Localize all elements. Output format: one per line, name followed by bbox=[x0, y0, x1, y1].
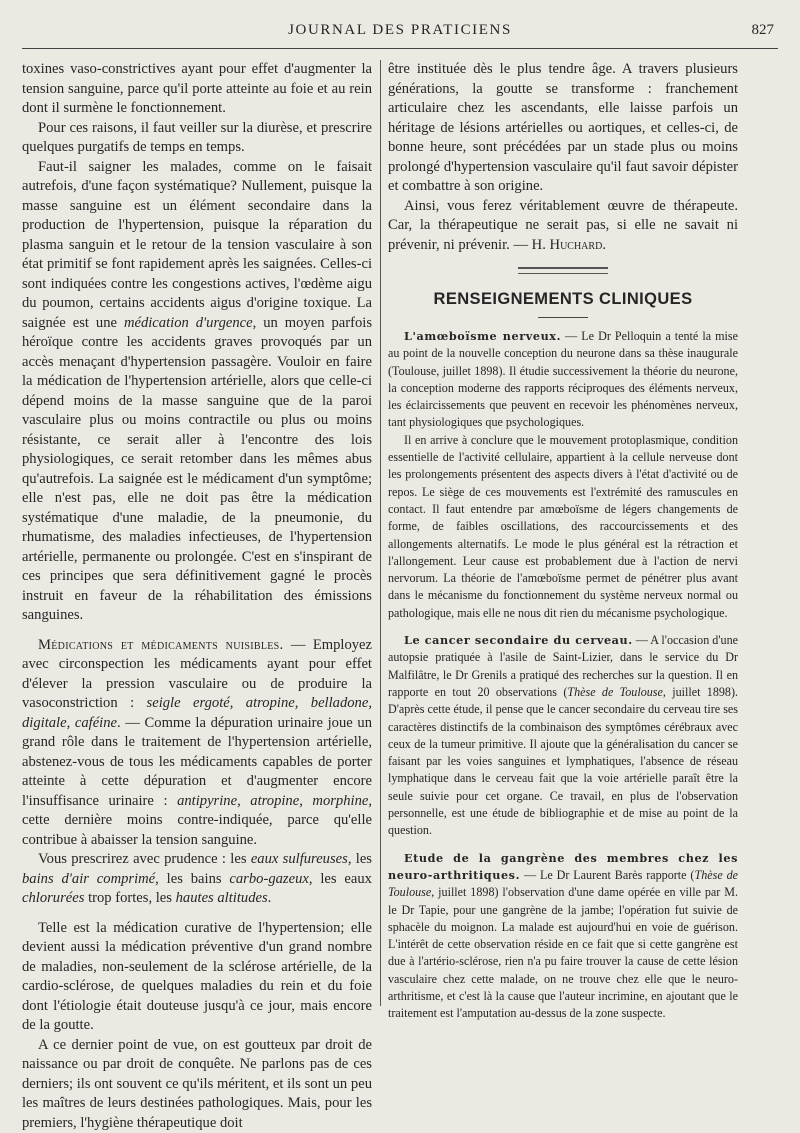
note-title: Le cancer secondaire du cerveau. bbox=[404, 633, 633, 647]
author-signature: Huchard bbox=[550, 237, 603, 253]
emphasis: antipyrine, atropine, morphine bbox=[177, 793, 368, 809]
paragraph: Il en arrive à conclure que le mouvement protoplasmique, condition essentielle de l'activité cellulaire, appartient à la cellule nerveuse dont les prolongements présentent des aspects divers à l'état d'activité ou de repos. Le siège de ces mouvements est l'extrémité des ramuscules en contact. Il faut entendre par amœboïsme de légers changements de forme, de faibles oscillations, des raccourcissements et des allongements alternatifs. Le mode le plus général est la rétraction et l'allongement. Leur cause est probablement due à l'action de nervi nervorum. La théorie de l'amœboïsme permet de pénétrer plus avant dans le mécanisme du fonctionnement du système nerveux normal ou pathologique, mais elle ne nous dit rien du mécanisme psychologique. bbox=[388, 432, 738, 622]
right-column bbox=[388, 60, 738, 1023]
paragraph: toxines vaso-constrictives ayant pour effet d'augmenter la tension sanguine, parce qu'il porte atteinte au foie et au rein dont il surmène le fonctionnement. bbox=[22, 60, 372, 119]
clinical-notes bbox=[388, 328, 738, 1023]
note-amoeboisme: L'amœboïsme nerveux. — Le Dr Pelloquin a tenté la mise au point de la nouvelle conception du neurone dans sa thèse inaugurale (Toulouse, juillet 1898). Il étudie successivement la théorie du neurone, la conception moderne des rapports réciproques des éléments nerveux, les éclaircissements que peuvent en recevoir les phénomènes nerveux, tant physiologiques que psychologiques. bbox=[388, 328, 738, 432]
emphasis: seigle ergoté, atropine, belladone, digitale, caféine bbox=[22, 695, 372, 731]
paragraph: A ce dernier point de vue, on est goutteux par droit de naissance ou par droit de conquête. Ne parlons pas de ces derniers; ils ont souvent ce qu'ils méritent, et ils sont un peu les maîtres de leurs destinées pathologiques. Mais, pour les premiers, l'hygiène thérapeutique doit bbox=[22, 1036, 372, 1133]
page-header bbox=[22, 18, 778, 49]
title-underline bbox=[538, 317, 588, 318]
note-gangrene: Etude de la gangrène des membres chez les neuro-arthritiques. — Le Dr Laurent Barès rapporte (Thèse de Toulouse, juillet 1898) l'observation d'une dame opérée en ville par M. le Dr Tapie, pour une gangrène de la jambe; l'opération fut suivie de sphacèle du moignon. La malade est aujourd'hui en voie de guérison. L'intérêt de cette observation réside en ce fait que si cette gangrène est due à l'artério-sclérose, rien n'a pu faire trouver la cause de cette lésion vasculaire chez cette malade, on ne trouve chez elle que le neuro-arthritisme, et c'est là la cause que l'auteur incrimine, en ajoutant que le traitement est l'amputation au-dessus de la zone suspecte. bbox=[388, 850, 738, 1023]
column-divider bbox=[380, 60, 381, 1006]
page-number: 827 bbox=[752, 22, 775, 39]
section-separator bbox=[518, 267, 608, 274]
note-title: L'amœboïsme nerveux. bbox=[404, 329, 561, 343]
subsection-heading: Médications et médicaments nuisibles. bbox=[38, 637, 283, 653]
paragraph: Pour ces raisons, il faut veiller sur la diurèse, et prescrire quelques purgatifs de temps en temps. bbox=[22, 119, 372, 158]
paragraph-saignee: Faut-il saigner les malades, comme on le faisait autrefois, d'une façon systématique? Nullement, puisque la masse sanguine est un élément secondaire dans la production de l'hypertension, puisque la réparation du plasma sanguin et le retour de la tension vasculaire à son état primitif se font rapidement après les saignées. Celles-ci sont indiquées contre les congestions actives, l'œdème aigu du poumon, certains accidents aigus d'origine toxique. La saignée est une médication d'urgence, un moyen parfois héroïque contre les accidents graves provoqués par un accès menaçant d'hypertension passagère. Vouloir en faire la médication de l'hypertension artérielle, alors que celle-ci dépend moins de la masse sanguine que de la paroi vasculaire plus ou moins contractile ou plus ou moins résistante, ce serait aller à l'encontre des lois physiologiques, ce serait retomber dans les mêmes abus qu'autrefois. La saignée est le médicament d'un symptôme; elle n'est pas, elle ne doit pas être la médication systématique d'une maladie, de la pneumonie, du rhumatisme, des maladies infectieuses, de l'hypertension artérielle, permanente ou prolongée. C'est en s'inspirant de ces principes que sera définitivement gagné le procès instruit en faveur de la réhabilitation des émissions sanguines. bbox=[22, 158, 372, 626]
article-end bbox=[388, 60, 738, 255]
left-column bbox=[22, 60, 372, 1133]
paragraph: Telle est la médication curative de l'hypertension; elle devient aussi la médication préventive d'un grand nombre de maladies, non-seulement de la sclérose artérielle, de la cardio-sclérose, de quelques maladies du rein et du foie dont l'étiologie était douteuse jusqu'à ce jour, mais encore de la goutte. bbox=[22, 919, 372, 1036]
paragraph-prudence: Vous prescrirez avec prudence : les eaux sulfureuses, les bains d'air comprimé, les bains carbo-gazeux, les eaux chlorurées trop fortes, les hautes altitudes. bbox=[22, 850, 372, 909]
note-title: Etude de la gangrène des membres chez les neuro-arthritiques. bbox=[388, 851, 738, 882]
paragraph-signature: Ainsi, vous ferez véritablement œuvre de thérapeute. Car, la thérapeutique ne serait pas, si elle ne savait ni prévenir, ni prévenir. — H. Huchard. bbox=[388, 197, 738, 256]
section-title: RENSEIGNEMENTS CLINIQUES bbox=[388, 290, 738, 309]
note-cancer: Le cancer secondaire du cerveau. — A l'occasion d'une autopsie pratiquée à l'asile de Saint-Lizier, dans le service du Dr Malfilâtre, le Dr Grenils a pratiqué des recherches sur la question. Il en rapporte en tout 20 observations (Thèse de Toulouse, juillet 1898). D'après cette étude, il pense que le cancer secondaire du cerveau tire ses caractères distinctifs de la combinaison des symptômes cérébraux avec ceux de la tumeur primitive. Il ajoute que la généralisation du cancer se faisant par les voies sanguines et lymphatiques, l'absence de réseau lymphatique dans le cerveau fait que la voie artérielle paraît être la seule suivie pour cet organe. Ce travail, en plus de l'observation personnelle, est une étude de bibliographie et de mise au point de la question. bbox=[388, 632, 738, 840]
emphasis: médication d'urgence bbox=[124, 315, 253, 331]
paragraph: être instituée dès le plus tendre âge. A travers plusieurs générations, la goutte se transforme : franchement articulaire chez les ascendants, elle laisse parfois un héritage de lésions artérielles ou aortiques, et celles-ci, de bonne heure, sont précédées par un stade plus ou moins prolongé d'hypertension vasculaire qu'il faut savoir dépister et combattre à son origine. bbox=[388, 60, 738, 197]
running-title: JOURNAL DES PRATICIENS bbox=[22, 22, 778, 39]
paragraph-medicaments: Médications et médicaments nuisibles. — Employez avec circonspection les médicaments ayant pour effet d'élever la pression vasculaire ou de produire la vasoconstriction : seigle ergoté, atropine, belladone, digitale, caféine. — Comme la dépuration urinaire joue un grand rôle dans le traitement de l'hypertension artérielle, abstenez-vous de tous les médicaments capables de porter atteinte à cette dépuration et d'augmenter encore l'insuffisance urinaire : antipyrine, atropine, morphine, cette dernière moins contre-indiquée, parce qu'elle contribue à abaisser la tension sanguine. bbox=[22, 636, 372, 851]
